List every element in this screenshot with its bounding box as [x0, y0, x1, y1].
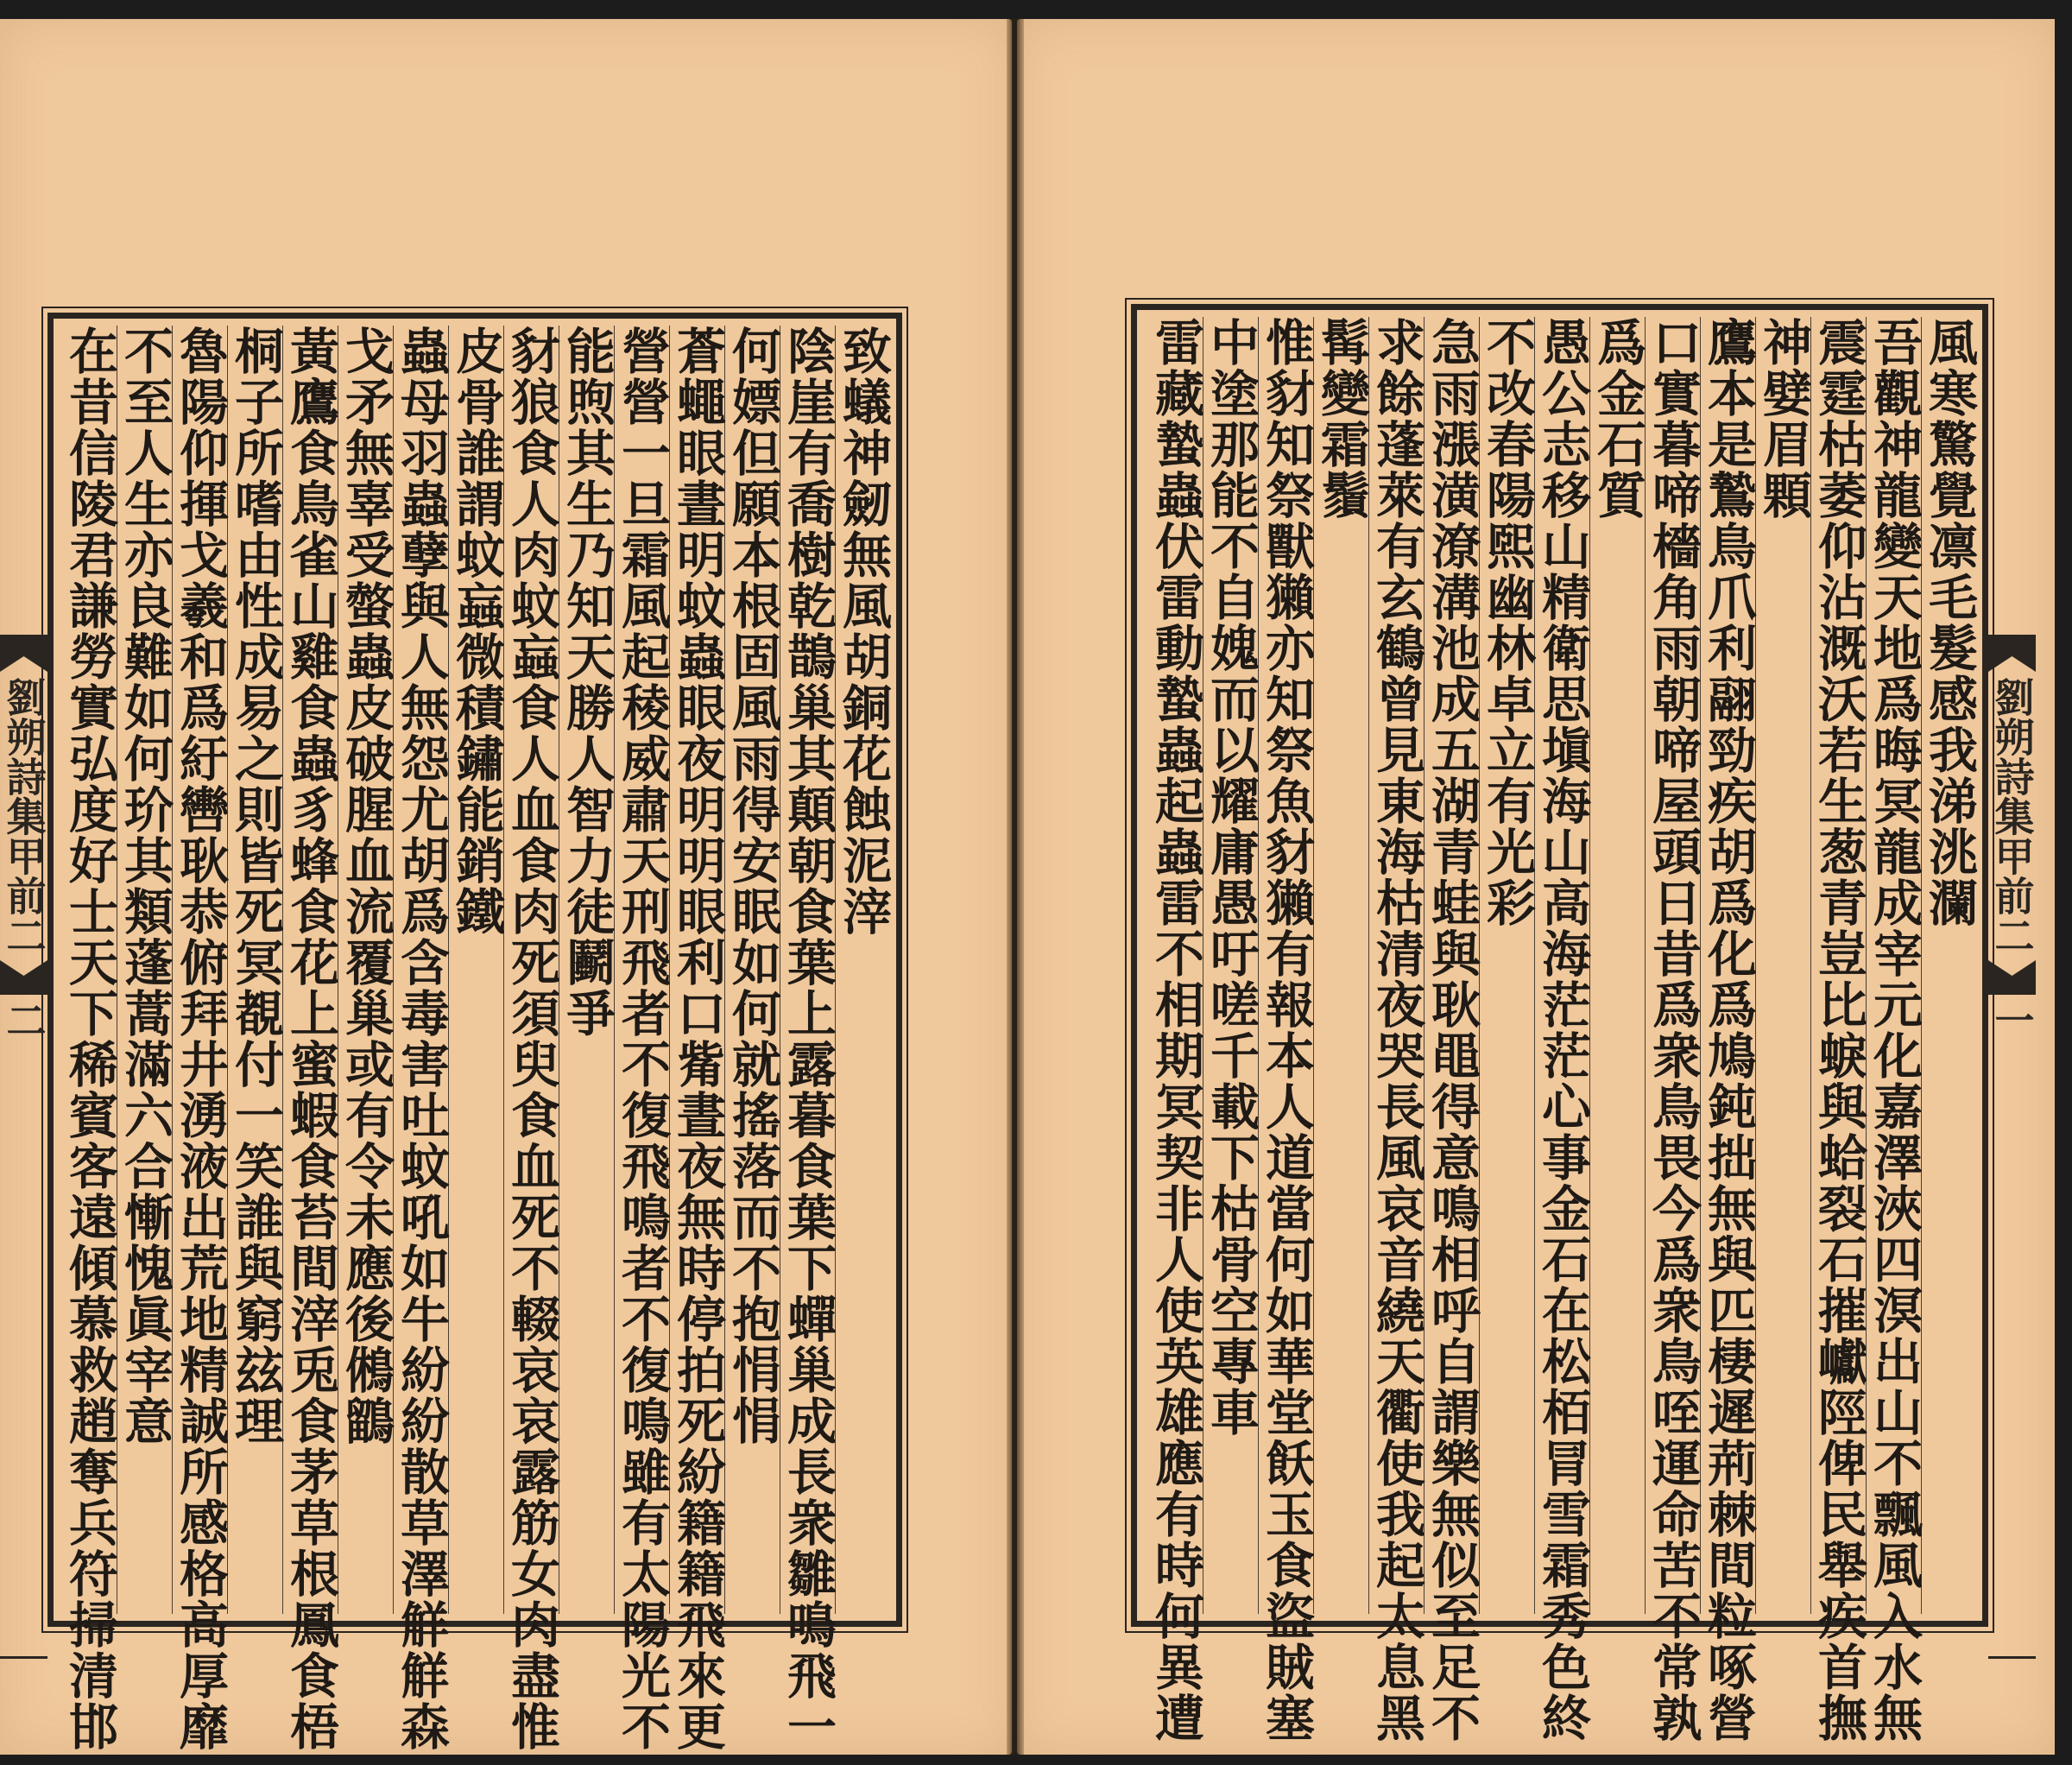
text-column — [1368, 317, 1426, 1743]
text-column — [1147, 317, 1205, 1743]
column-text: 不改春陽煕幽林卓立有光彩 — [1478, 317, 1537, 928]
spine-folio: 一 — [1988, 1000, 2036, 1040]
column-text: 營營一旦霜風起稜威肅天刑飛者不復飛鳴者不復鳴雖有太陽光不 — [613, 326, 672, 1752]
text-column — [227, 326, 283, 1614]
column-text: 震霆枯萎仰沾溉沃若生葱青豈比蜧與蛤裂石摧巘陘俾民舉疾首撫 — [1810, 317, 1868, 1743]
spine-folio: 二 — [0, 1000, 47, 1040]
column-text: 口實暮啼檣角雨朝啼屋頭日昔爲衆鳥畏今爲衆鳥咥運命苦不常孰 — [1644, 317, 1702, 1743]
right-text-frame — [1131, 304, 1988, 1743]
column-text: 魯陽仰揮戈羲和爲紆轡耿恭俯拜井湧液出荒地精誠所感格高厚靡 — [171, 326, 230, 1752]
text-column — [1589, 317, 1646, 1614]
text-column — [724, 326, 780, 1614]
text-column — [502, 326, 561, 1752]
text-column — [1423, 317, 1481, 1743]
text-column — [835, 326, 891, 1614]
text-column — [559, 326, 615, 1614]
text-column — [448, 326, 504, 1614]
text-column — [117, 326, 173, 1614]
column-text: 鷹本是鷙鳥爪利翮勁疾胡爲化爲鳩鈍拙無與匹棲遲荊棘間粒啄營 — [1699, 317, 1758, 1743]
text-column — [1755, 317, 1811, 1614]
text-column — [1257, 317, 1316, 1743]
column-text: 陰崖有喬樹乾鵲巢其顛朝食葉上露暮食葉下蟬巢成長衆雛鳴飛一 — [779, 326, 837, 1752]
column-text: 爲金石質 — [1589, 317, 1647, 521]
text-column — [1699, 317, 1758, 1743]
text-column — [1921, 317, 1977, 1614]
text-column — [668, 326, 727, 1752]
text-column — [171, 326, 230, 1752]
column-text: 蟲母羽蟲孽與人無怨尤胡爲含毒害吐蚊吼如牛紛紛散草澤觧觧森 — [392, 326, 451, 1752]
left-text-frame — [47, 313, 902, 1752]
text-column — [338, 326, 394, 1614]
column-text: 急雨漲潢潦溝池成五湖青蛙與耿黽得意鳴相呼自謂樂無似至足不 — [1423, 317, 1481, 1743]
column-text: 中塗那能不自媿而以耀庸愚吁嗟千載下枯骨空專車 — [1202, 317, 1260, 1438]
text-column — [281, 326, 340, 1752]
column-text: 愚公志移山精衛思塡海山高海茫茫心事金石在松栢冐雪霜秀色終 — [1533, 317, 1592, 1743]
column-text: 髯變霜鬚 — [1312, 317, 1371, 521]
column-text: 吾觀神龍變天地爲晦冥龍成宰元化嘉澤浹四溟出山不飄風入水無 — [1865, 317, 1924, 1743]
column-text: 神嬖眉顆 — [1754, 317, 1813, 521]
spine-title: 劉朔詩集甲前二 — [1988, 677, 2036, 955]
text-column — [60, 326, 119, 1752]
column-text: 致蟻神劒無風胡銅花蝕泥滓 — [834, 326, 893, 937]
column-text: 能煦其生乃知天勝人智力徒鬬爭 — [558, 326, 616, 1039]
fish-tail-mark-icon — [0, 637, 47, 672]
spine-title: 劉朔詩集甲前二 — [0, 677, 47, 955]
left-page-spine — [0, 635, 47, 1659]
column-text: 蒼蠅眼晝明蚊蟲眼夜明明眼利口觜晝夜無時停拍死紛籍籍飛來更 — [668, 326, 727, 1752]
text-column — [1865, 317, 1924, 1743]
column-text: 在昔信陵君謙勞實弘度好士天下稀賓客遠傾慕救趙奪兵符掃清邯 — [60, 326, 119, 1752]
column-text: 戈矛無辜受螫蟲皮破腥血流覆巢或有令未應後鵂鶹 — [337, 326, 395, 1446]
column-text: 何嫖但願本根固風雨得安眠如何就搖落而不抱悁悁 — [723, 326, 782, 1446]
text-column — [613, 326, 672, 1752]
right-page-spine — [1988, 635, 2036, 1659]
text-column — [1313, 317, 1369, 1614]
column-text: 黃鷹食鳥雀山雞食蟲豸蜂食花上蜜蝦食苔間滓兎食茅草根鳳食梧 — [281, 326, 340, 1752]
fish-tail-mark-icon — [1988, 637, 2036, 672]
text-column — [392, 326, 451, 1752]
text-column — [1644, 317, 1702, 1743]
book-gutter — [1007, 19, 1024, 1755]
column-text: 不至人生亦良難如何玠其類蓬蒿滿六合慚愧眞宰意 — [116, 326, 174, 1446]
column-text: 皮骨誰謂蚊蝱微積鏽能銷鐵 — [447, 326, 506, 937]
column-text: 風寒驚覺凛毛髮感我涕洮瀾 — [1920, 317, 1979, 928]
fish-tail-mark-icon — [0, 960, 47, 995]
text-column — [1203, 317, 1259, 1614]
text-column — [1479, 317, 1535, 1614]
text-column — [779, 326, 837, 1752]
column-text: 桐子所嗜由性成易之則皆死冥覩付一笑誰與窮玆理 — [226, 326, 285, 1446]
column-text: 雷藏蟄蟲伏雷動蟄蟲起蟲雷不相期冥契非人使英雄應有時何異遭 — [1147, 317, 1205, 1743]
column-text: 豺狼食人肉蚊蝱食人血食肉死須臾食血死不輟哀哀露筋女肉盡惟 — [502, 326, 561, 1752]
column-text: 求餘蓬萊有玄鶴曾見東海枯清夜哭長風哀音繞天衢使我起太息黑 — [1368, 317, 1426, 1743]
text-column — [1533, 317, 1592, 1743]
text-column — [1810, 317, 1868, 1743]
column-text: 惟豺知祭獸獺亦知祭魚豺獺有報本人道當何如華堂飫玉食盜賊塞 — [1257, 317, 1316, 1743]
fish-tail-mark-icon — [1988, 960, 2036, 995]
